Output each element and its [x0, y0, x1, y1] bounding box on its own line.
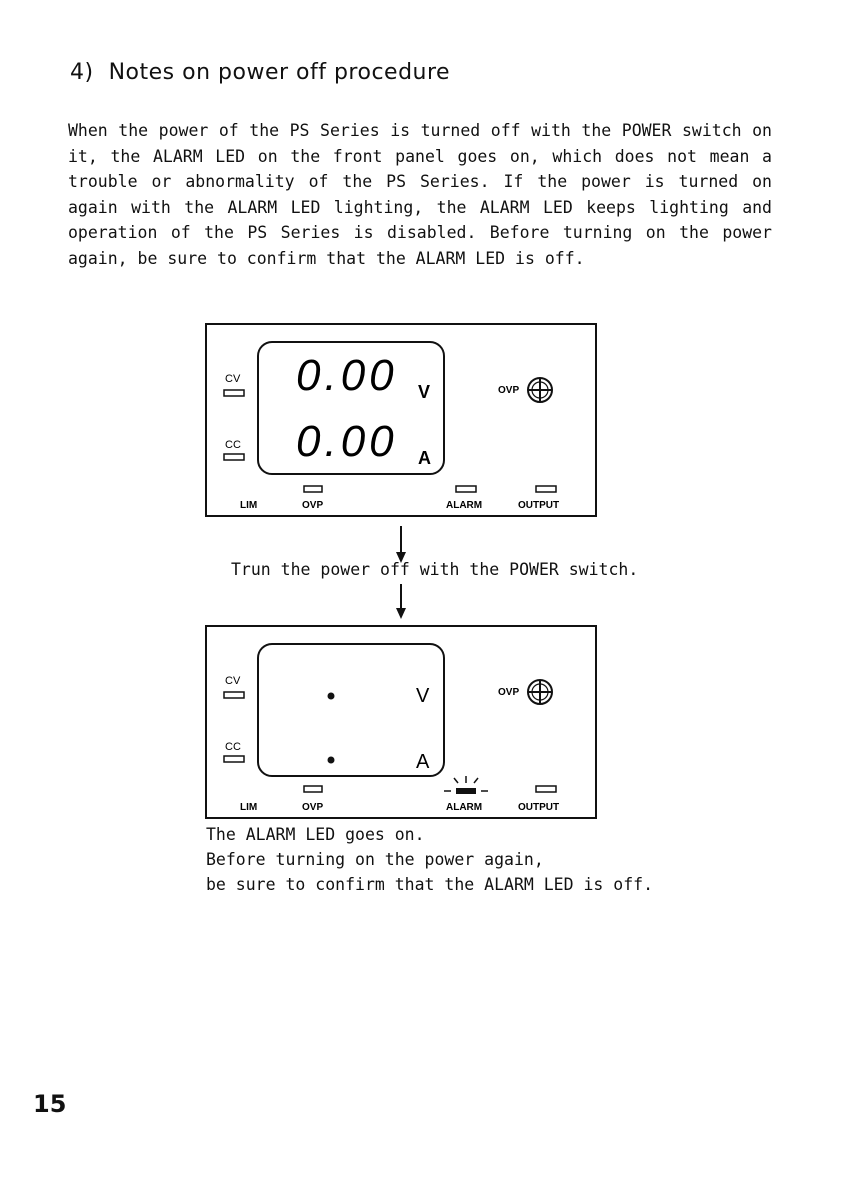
- front-panel-on: [200, 318, 600, 524]
- section-heading: [70, 60, 450, 85]
- page-number: 15: [33, 1090, 67, 1118]
- output-label: OUTPUT: [518, 802, 560, 813]
- note-line: Before turning on the power again,: [206, 850, 544, 869]
- cc-led: [224, 454, 244, 460]
- cv-led: [224, 390, 244, 396]
- alarm-led-lit-icon: [444, 776, 488, 794]
- note-line: The ALARM LED goes on.: [206, 825, 425, 844]
- ovp-knob-label: OVP: [498, 385, 520, 396]
- cv-label: CV: [225, 675, 241, 687]
- down-arrow-icon: [394, 584, 408, 620]
- lim-label: LIM: [240, 500, 258, 511]
- volt-unit: V: [416, 685, 430, 707]
- ovp-knob-label: OVP: [498, 687, 520, 698]
- amp-unit: A: [416, 751, 430, 773]
- ovp-knob-icon: [528, 680, 552, 704]
- ovp-led: [304, 486, 322, 492]
- lim-label: LIM: [240, 802, 258, 813]
- section-title: Notes on power off procedure: [108, 60, 451, 85]
- cc-label: CC: [225, 741, 241, 753]
- cc-led: [224, 756, 244, 762]
- alarm-label: ALARM: [446, 802, 483, 813]
- ovp-led: [304, 786, 322, 792]
- front-panel-off: [200, 620, 600, 822]
- ovp-knob-icon: [528, 378, 552, 402]
- current-decimal-point: [328, 757, 335, 764]
- output-led: [536, 486, 556, 492]
- intro-paragraph: When the power of the PS Series is turned off with the POWER switch on it, the ALARM LED on the front panel goes on, which does not mean a trouble or abnormality of the PS Series. If the power is turned on again with the ALARM LED lighting, the ALARM LED keeps lighting and operation of the PS Series is disabled. Before turning on the power again, be sure to confirm that the ALARM LED is off.: [68, 121, 772, 268]
- current-reading: 0.00: [296, 417, 398, 466]
- voltage-reading: 0.00: [296, 351, 398, 400]
- amp-unit: A: [418, 448, 431, 468]
- transition-caption: Trun the power off with the POWER switch.: [231, 560, 639, 579]
- output-led: [536, 786, 556, 792]
- alarm-label: ALARM: [446, 500, 483, 511]
- ovp-led-label: OVP: [302, 802, 324, 813]
- note-line: be sure to confirm that the ALARM LED is off.: [206, 875, 654, 894]
- cc-label: CC: [225, 439, 241, 451]
- ovp-led-label: OVP: [302, 500, 324, 511]
- notes-block: [206, 822, 653, 897]
- cv-led: [224, 692, 244, 698]
- output-label: OUTPUT: [518, 500, 560, 511]
- cv-label: CV: [225, 373, 241, 385]
- volt-unit: V: [418, 382, 431, 402]
- down-arrow-icon: [394, 526, 408, 564]
- alarm-led: [456, 486, 476, 492]
- voltage-decimal-point: [328, 693, 335, 700]
- section-number: 4): [70, 60, 94, 85]
